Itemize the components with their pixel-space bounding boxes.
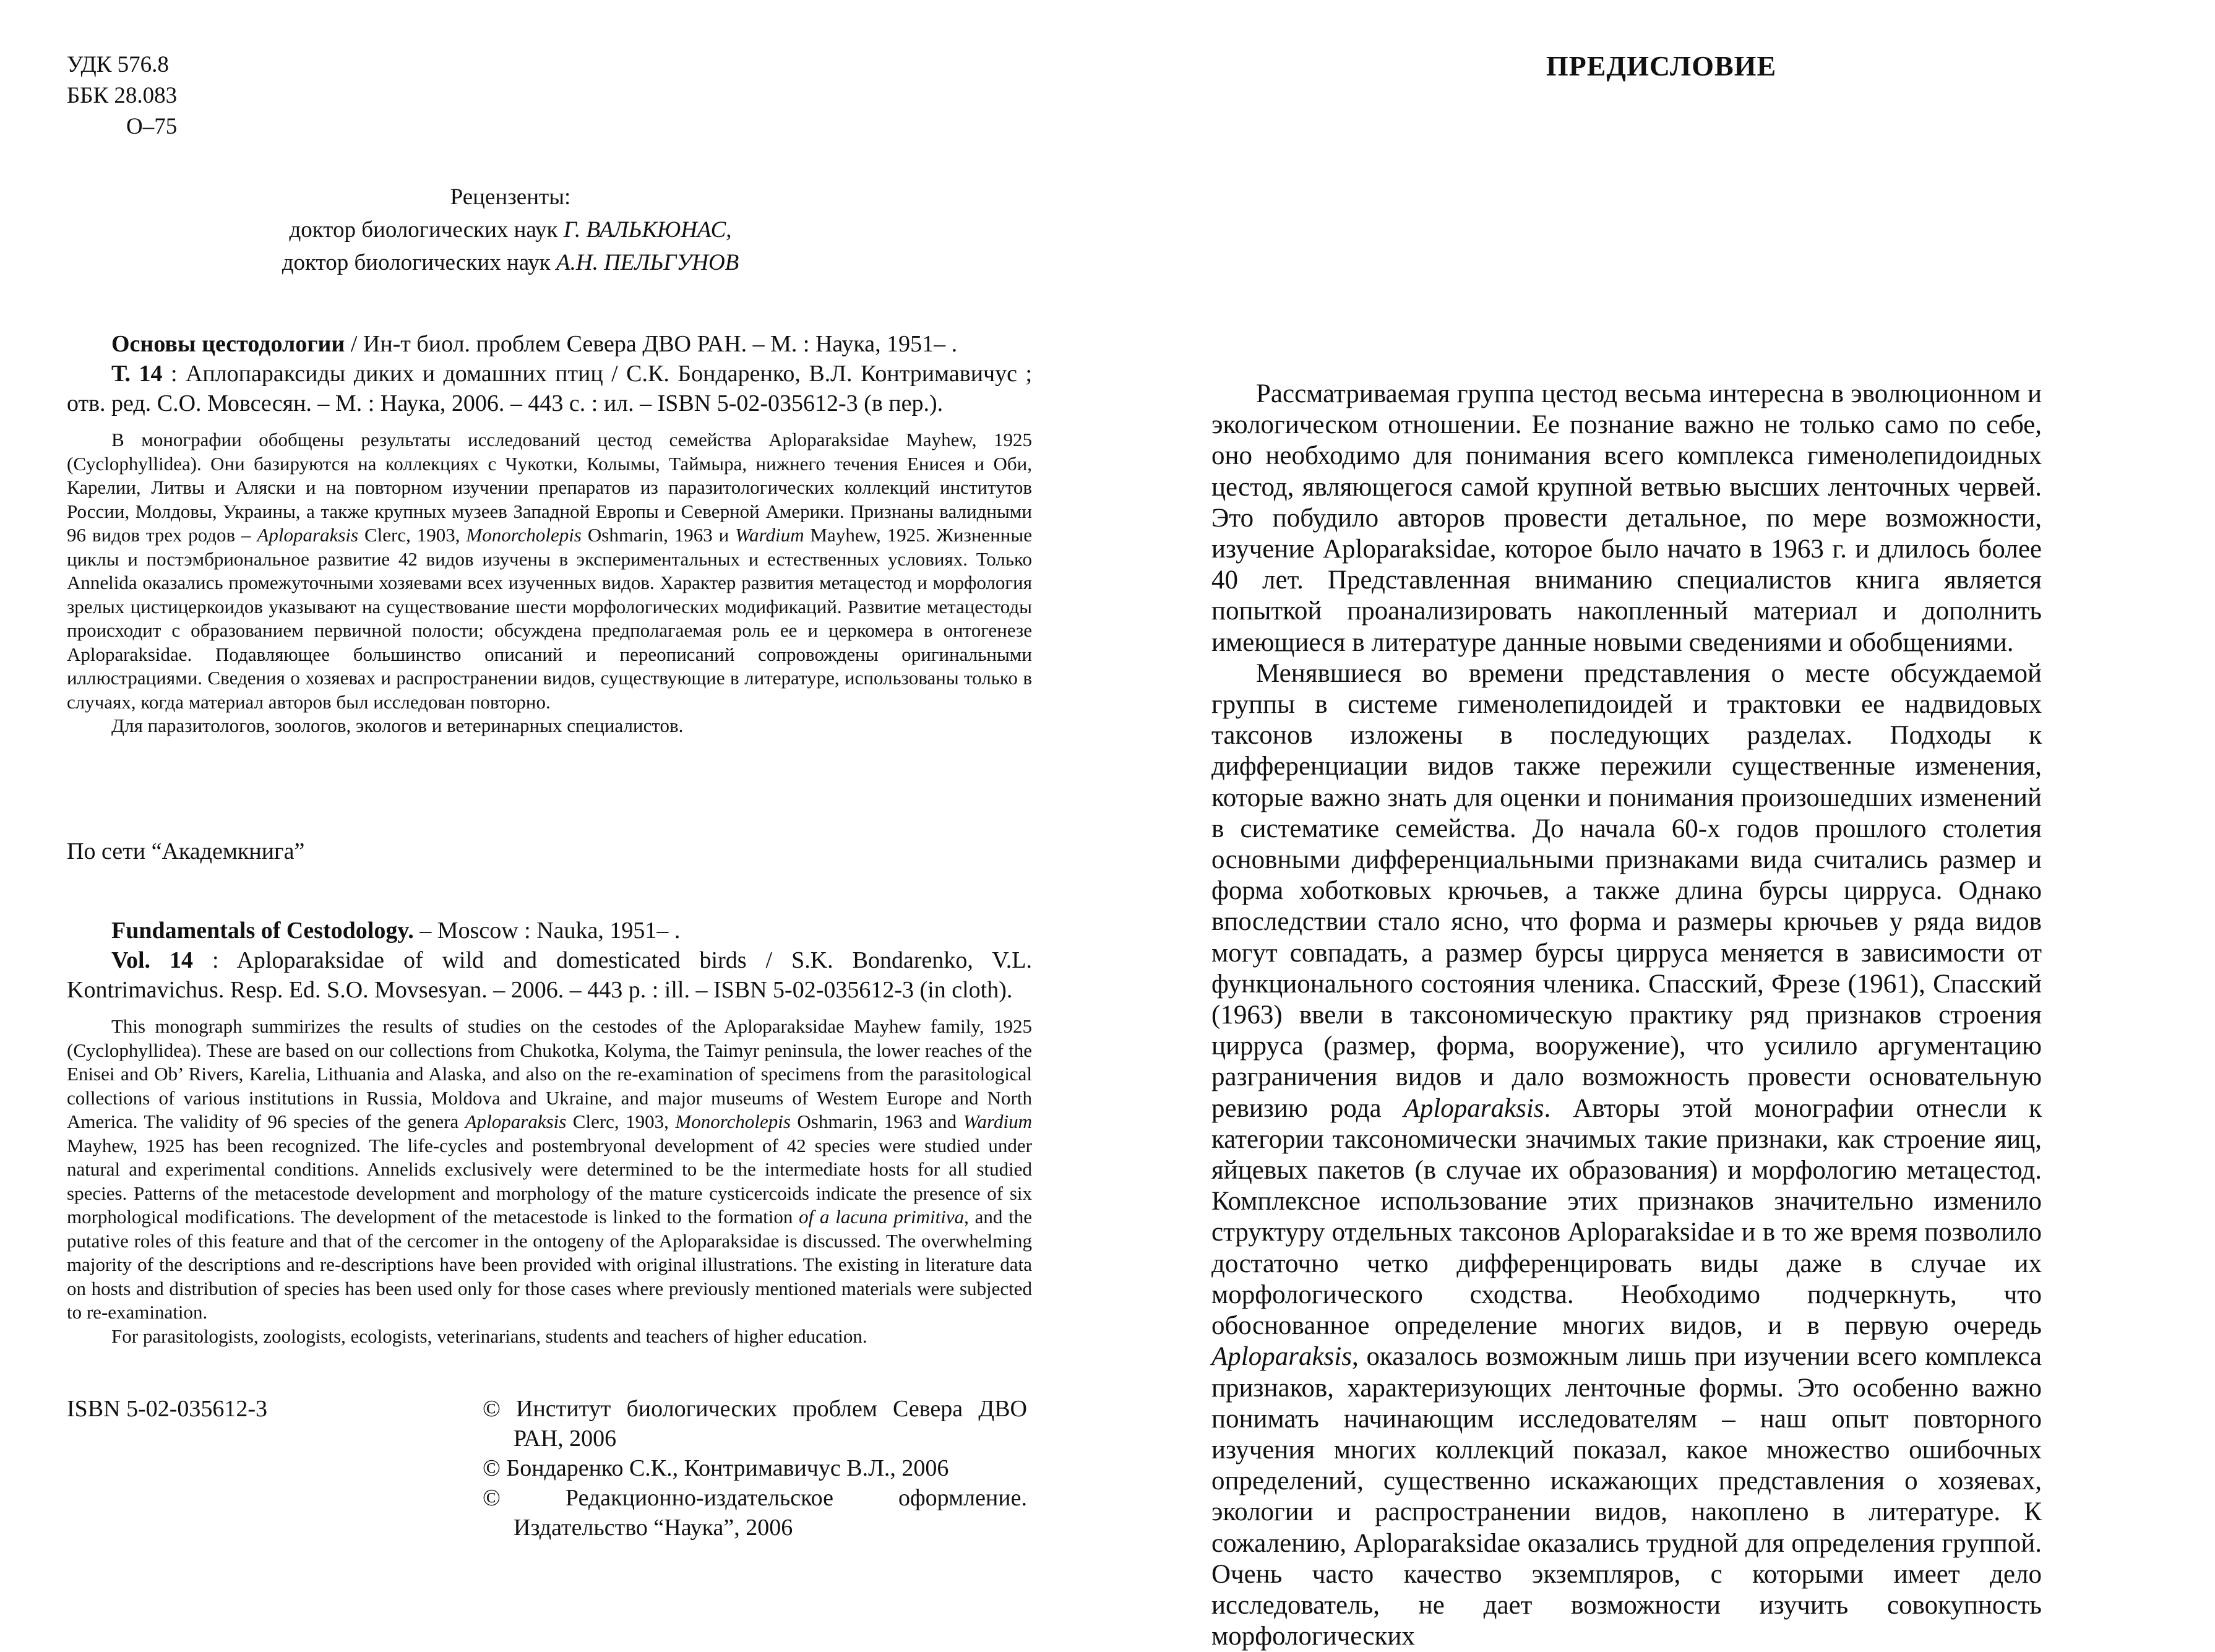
- ru-series-line: [67, 329, 1032, 359]
- en-abstract-part: , and the putative roles of this feature and that of the cercomer in the ontogeny of the Aploparaksidae is discussed. The overwhelming majority of the descriptions and re-descriptions have been provided with original illustrations. The existing in literature data on hosts and distribution of species has been used only for those cases where previously mentioned materials were subjected to re-examination.: [67, 1206, 1032, 1323]
- reviewers-heading: Рецензенты:: [450, 184, 571, 210]
- bbk-code: ББК 28.083: [67, 83, 178, 108]
- ru-volume-line: [67, 359, 1032, 418]
- ru-abstract-text: [67, 428, 1032, 714]
- en-volume-rest: : Aploparaksidae of wild and domesticated birds / S.K. Bondarenko, V.L. Kontrimavichus. Resp. Ed. S.O. Movsesyan. – 2006. – 443 p. : ill. – ISBN 5-02-035612-3 (in cloth).: [67, 947, 1032, 1003]
- udk-code: УДК 576.8: [67, 52, 169, 77]
- preface-text-part: , оказалось возможным лишь при изучении всего комплекса признаков, характеризующих ленточные формы. Это особенно важно понимать начинающим исследователям – наш опыт повторного изучения многих коллекций показал, какое множество ошибочных определений, существенно искажающих представления о хозяевах, экологии и распространении видов, накоплено в литературе. К сожалению, Aploparaksidae оказались трудной для определения группой. Очень часто качество экземпляров, с которыми имеет дело исследователь, не дает возможности изучить совокупность морфологических: [1211, 1342, 2042, 1651]
- en-genus-wardium: Wardium: [963, 1111, 1032, 1132]
- preface-body: [1211, 379, 2042, 1652]
- classification-block: [67, 49, 177, 142]
- reviewer-1: [186, 213, 835, 246]
- reviewer-1-name: Г. ВАЛЬКЮНАС,: [563, 217, 732, 243]
- distribution-note: По сети “Академкнига”: [67, 838, 305, 864]
- reviewers-block: [186, 181, 835, 279]
- reviewer-2-name: А.Н. ПЕЛЬГУНОВ: [556, 250, 739, 275]
- isbn: ISBN 5-02-035612-3: [67, 1396, 268, 1422]
- preface-genus-aploparaksis: Aploparaksis: [1211, 1342, 1352, 1372]
- en-abstract: [67, 1015, 1032, 1348]
- ru-audience: Для паразитологов, зоологов, экологов и ветеринарных специалистов.: [111, 715, 684, 736]
- copyright-block: [483, 1394, 1027, 1542]
- ru-series-rest: / Ин-т биол. проблем Севера ДВО РАН. – М. : Наука, 1951– .: [345, 331, 958, 357]
- ru-series-title: Основы цестодологии: [111, 331, 345, 357]
- preface-text-part: Менявшиеся во времени представления о месте обсуждаемой группы в системе гименолепидоидей и трактовки ее надвидовых таксонов изложены в последующих разделах. Подходы к дифференциации видов также пережили существенные изменения, которые важно знать для оценки и понимания произошедших изменений в систематике семейства. До начала 60-х годов прошлого столетия основными дифференциальными признаками вида считались размер и форма хоботковых крючьев, а также длина бурсы цирруса. Однако впоследствии стало ясно, что форма и размеры крючьев у ряда видов могут совпадать, а размер бурсы цирруса меняется в зависимости от функционального состояния членика. Спасский, Фрезе (1961), Спасский (1963) ввели в таксономическую практику ряд признаков строения цирруса (размер, форма, вооружение), что усилило аргументацию разграничения видов и дало возможность провести основательную ревизию рода: [1211, 658, 2042, 1123]
- right-page: [1108, 0, 2215, 1651]
- ru-abstract-part: В монографии обобщены результаты исследований цестод семейства Aploparaksidae Mayhew, 1925 (Cyclophyllidea). Они базируются на коллекциях с Чукотки, Колымы, Таймыра, нижнего течения Енисея и Оби, Карелии, Литвы и Аляски и на повторном изучении препаратов из паразитологических коллекций институтов России, Молдовы, Украины, а также крупных музеев Западной Европы и Северной Америки. Признаны валидными 96 видов трех родов –: [67, 429, 1032, 546]
- en-volume-label: Vol. 14: [111, 947, 194, 973]
- en-bibliographic-record: [67, 916, 1032, 1348]
- left-page: [0, 0, 1108, 1578]
- copyright-line: © Редакционно-издательское оформление. Издательство “Наука”, 2006: [483, 1485, 1027, 1541]
- ru-abstract-part: Clerc, 1903,: [358, 524, 467, 546]
- en-abstract-part: Mayhew, 1925 has been recognized. The life-cycles and postembryonal development of 42 species were studied under natural and experimental conditions. Annelids exclusively were determined to be the intermediate hosts for all studied species. Patterns of the metacestode development and morphology of the mature cysticercoids indicate the presence of six morphological modifications. The development of the metacestode is linked to the formation: [67, 1134, 1032, 1228]
- en-genus-monorcholepis: Monorcholepis: [675, 1111, 791, 1132]
- en-abstract-part: Clerc, 1903,: [566, 1111, 676, 1132]
- ru-abstract-part: Oshmarin, 1963 и: [581, 524, 736, 546]
- ru-genus-aploparaksis: Aploparaksis: [257, 524, 359, 546]
- en-volume-line: [67, 945, 1032, 1005]
- ru-abstract: [67, 428, 1032, 738]
- ru-volume-rest: : Аплопараксиды диких и домашних птиц / С.К. Бондаренко, В.Л. Контримавичус ; отв. ред. С.О. Мовсесян. – М. : Наука, 2006. – 443 с. : ил. – ISBN 5-02-035612-3 (в пер.).: [67, 361, 1033, 416]
- en-audience: For parasitologists, zoologists, ecologists, veterinarians, students and teachers of higher education.: [111, 1325, 867, 1347]
- en-lacuna-term: of a lacuna primitiva: [799, 1206, 965, 1228]
- en-abstract-part: Oshmarin, 1963 and: [790, 1111, 963, 1132]
- reviewer-2: [186, 246, 835, 279]
- ru-genus-monorcholepis: Monorcholepis: [466, 524, 582, 546]
- author-mark: О–75: [126, 114, 178, 139]
- en-abstract-part: This monograph summirizes the results of studies on the cestodes of the Aploparaksidae Mayhew family, 1925 (Cyclophyllidea). These are based on our collections from Chukotka, Kolyma, the Taimyr peninsula, the lower reaches of the Enisei and Ob’ Rivers, Karelia, Lithuania and Alaska, and also on the re-examination of specimens from the parasitological collections of various institutions in Russia, Moldova and Ukraine, and major museums of Westem Europe and North America. The validity of 96 species of the genera: [67, 1015, 1032, 1132]
- reviewer-2-degree: доктор биологических наук: [282, 250, 557, 275]
- copyright-line: © Бондаренко С.К., Контримавичус В.Л., 2006: [483, 1455, 949, 1481]
- en-abstract-text: [67, 1015, 1032, 1325]
- ru-abstract-part: Mayhew, 1925. Жизненные циклы и постэмбриональное развитие 42 видов изучены в экспериментальных и естественных условиях. Только Annelida оказались промежуточными хозяевами всех изученных видов. Характер развития метацестод и морфология зрелых цистицеркоидов указывают на существование шести морфологических модификаций. Развитие метацестоды происходит с образованием первичной полости; обсуждена предполагаемая роль ее и церкомера в онтогенезе Aploparaksidae. Подавляющее большинство описаний и переописаний сопровождены оригинальными иллюстрациями. Сведения о хозяевах и распространении видов, существующие в литературе, использованы только в случаях, когда материал авторов был исследован повторно.: [67, 524, 1032, 713]
- reviewer-1-degree: доктор биологических наук: [289, 217, 564, 243]
- en-series-line: [67, 916, 1032, 945]
- ru-volume-label: Т. 14: [111, 361, 163, 387]
- ru-genus-wardium: Wardium: [735, 524, 804, 546]
- preface-paragraph-2: [1211, 658, 2042, 1652]
- en-series-rest: – Moscow : Nauka, 1951– .: [413, 918, 681, 944]
- preface-title: ПРЕДИСЛОВИЕ: [1546, 50, 1777, 82]
- preface-paragraph-1: Рассматриваемая группа цестод весьма интересна в эволюционном и экологическом отношении. Ее познание важно не только само по себе, оно необходимо для понимания всего комплекса гименолепидоидных цестод, являющегося самой крупной ветвью высших ленточных червей. Это побудило авторов провести детальное, по мере возможности, изучение Aploparaksidae, которое было начато в 1963 г. и длилось более 40 лет. Представленная вниманию специалистов книга является попыткой проанализировать накопленный материал и дополнить имеющиеся в литературе данные новыми сведениями и обобщениями.: [1211, 379, 2042, 657]
- en-series-title: Fundamentals of Cestodology.: [111, 918, 414, 944]
- en-genus-aploparaksis: Aploparaksis: [465, 1111, 567, 1132]
- copyright-line: © Институт биологических проблем Севера ДВО РАН, 2006: [483, 1396, 1027, 1452]
- preface-genus-aploparaksis: Aploparaksis: [1403, 1093, 1544, 1123]
- preface-text-part: . Авторы этой монографии отнесли к категории таксономически значимых такие признаки, как строение яиц, яйцевых пакетов (в случае их образования) и морфологию метацестод. Комплексное использование этих признаков значительно изменило структуру отдельных таксонов Aploparaksidae и в то же время позволило достаточно четко дифференцировать виды даже в случае их морфологического сходства. Необходимо подчеркнуть, что обоснованное определение многих видов, и в первую очередь: [1211, 1093, 2042, 1341]
- ru-bibliographic-record: [67, 329, 1032, 738]
